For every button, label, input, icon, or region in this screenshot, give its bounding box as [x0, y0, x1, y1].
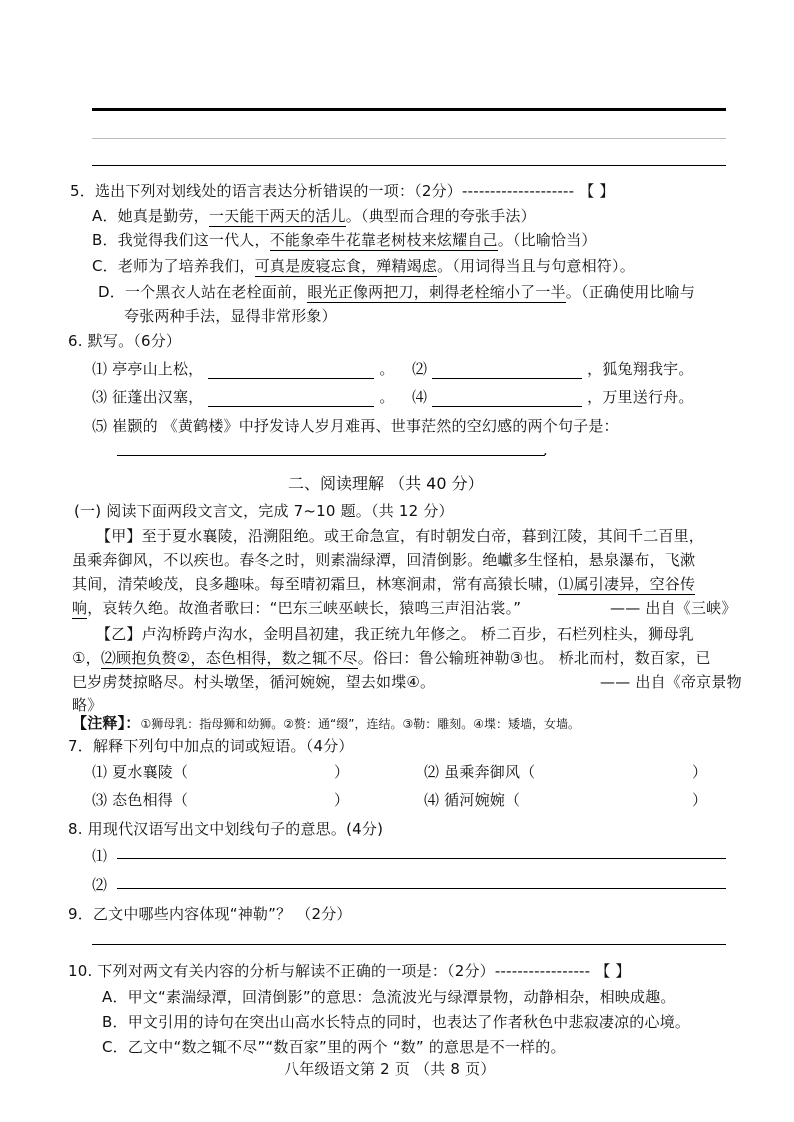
section-title: 二、阅读理解 （共 40 分）: [288, 474, 484, 493]
jia-line-3-text: 其间，清荣峻茂，良多趣味。每至晴初霜旦，林寒涧肃，常有高猿长啸，: [72, 575, 559, 593]
q10-option-c: C．乙文中“数之辄不尽”“数百家”里的两个 “数” 的意思是不一样的。: [102, 1038, 566, 1056]
yi-line-2: [72, 647, 711, 668]
page-footer: 八年级语文第 2 页 （共 8 页）: [284, 1060, 496, 1078]
q7-item-3-close: ）: [334, 791, 350, 809]
q6-item-4: [412, 386, 694, 407]
q6-item-5-end: .: [543, 441, 548, 459]
q10-option-b: B．甲文引用的诗句在突出山高水长特点的同时，也表达了作者秋色中悲寂凄凉的心境。: [102, 1013, 691, 1031]
q8-answer-line-2[interactable]: [117, 888, 726, 889]
q7-item-2-close: ）: [692, 763, 708, 781]
q6-item-2-end: ，狐兔翔我宇。: [587, 360, 694, 378]
jia-line-4-text: ，哀转久绝。故渔者歌曰：“巴东三峡巫峡长，猿鸣三声泪沾裳。”: [87, 599, 522, 617]
q7-item-1: ⑴ 夏水襄陵（: [92, 763, 189, 781]
q6-item-3-text: ⑶ 征蓬出汉塞，: [92, 388, 204, 406]
q5-c-post: 。（用词得当且与句意相符）。: [437, 257, 635, 275]
q8-answer-line-1[interactable]: [117, 858, 726, 859]
q10-stem: 10. 下列对两文有关内容的分析与解读不正确的一项是：（2分）----------------- 【 】: [68, 962, 631, 980]
q8-stem: 8. 用现代汉语写出文中划线句子的意思。(4分): [68, 820, 384, 838]
q6-blank-5[interactable]: [117, 455, 545, 456]
q5-a-underline: 一天能干两天的活儿: [208, 207, 346, 225]
yi-line-2-b: 。俗曰：鲁公输班神勒③也。 桥北而村，数百家，已: [357, 649, 711, 667]
q6-item-4-text: ⑷: [412, 388, 428, 406]
notes: [72, 712, 580, 733]
q6-item-3: [92, 386, 395, 407]
q6-item-2: [412, 358, 694, 379]
yi-line-1: 【乙】卢沟桥跨卢沟水，金明昌初建，我正统九年修之。 桥二百步，石栏列柱头，狮母乳: [96, 625, 694, 643]
q8-item-2: ⑵: [92, 876, 108, 894]
answer-line: [92, 165, 726, 166]
q7-item-2: ⑵ 虽乘奔御风（: [424, 763, 536, 781]
q7-item-4: ⑷ 循河婉婉（: [424, 791, 521, 809]
q5-c-underline: 可真是废寝忘食，殚精竭虑: [254, 257, 438, 275]
q7-item-1-close: ）: [334, 763, 350, 781]
q6-blank-1[interactable]: [208, 364, 374, 379]
q5-b-post: 。（比喻恰当）: [497, 231, 597, 249]
yi-line-4: 略》: [72, 696, 103, 714]
part1-heading: (一) 阅读下面两段文言文，完成 7~10 题。（共 12 分）: [74, 502, 454, 520]
jia-line-1: 【甲】至于夏水襄陵，沿溯阻绝。或王命急宣，有时朝发白帝，暮到江陵，其间千二百里，: [96, 527, 705, 545]
q5-c-pre: C．老师为了培养我们，: [92, 257, 255, 275]
notes-label: 【注释】：: [72, 714, 141, 732]
q5-d-underline: 眼光正像两把刀，刺得老栓缩小了一半: [307, 283, 566, 301]
q9-stem: 9．乙文中哪些内容体现“神勒”？ （2分）: [68, 905, 352, 923]
q9-answer-line[interactable]: [92, 944, 726, 945]
answer-line: [92, 138, 726, 139]
q6-stem: 6. 默写。（6分）: [68, 332, 182, 350]
q5-a-post: 。（典型而合理的夸张手法）: [345, 207, 536, 225]
q5-a-pre: A．她真是勤劳，: [92, 207, 209, 225]
jia-underline-1b: 响: [72, 599, 88, 617]
q5-option-a: [92, 205, 536, 226]
jia-underline-1a: ⑴属引凄异，空谷传: [558, 575, 696, 593]
q7-item-3: ⑶ 态色相得（: [92, 791, 189, 809]
q6-item-4-end: ，万里送行舟。: [587, 388, 694, 406]
yi-underline-2: ⑵顾抱负赘②，态色相得，数之辄不尽: [100, 649, 358, 667]
q5-d-pre: D．一个黑衣人站在老栓面前，: [98, 283, 308, 301]
q6-item-1-end: 。: [379, 360, 395, 378]
q6-item-1: [92, 358, 395, 379]
q6-item-3-end: 。: [379, 388, 395, 406]
q6-blank-4[interactable]: [432, 392, 582, 407]
yi-source: —— 出自《帝京景物: [600, 673, 742, 691]
q8-item-1: ⑴: [92, 847, 108, 865]
q7-item-4-close: ）: [692, 791, 708, 809]
yi-line-2-a: ①，: [72, 649, 101, 667]
jia-line-4: [72, 597, 521, 618]
jia-line-2: 虽乘奔御风，不以疾也。春冬之时，则素湍绿潭，回清倒影。绝巘多生怪柏，悬泉瀑布，飞漱: [72, 551, 696, 569]
notes-text: ①狮母乳：指母狮和幼狮。②赘：通“缀”，连结。③勒：雕刻。④堞：矮墙，女墙。: [140, 717, 580, 731]
top-thick-rule: [92, 108, 726, 111]
jia-source: —— 出自《三峡》: [610, 599, 737, 617]
yi-line-3: 巳岁虏焚掠略尽。村头墩堡，循河婉婉，望去如堞④。: [72, 673, 436, 691]
q5-option-d-line2: 夸张两种手法，显得非常形象）: [124, 307, 337, 325]
q6-blank-3[interactable]: [208, 392, 374, 407]
q7-stem: 7．解释下列句中加点的词或短语。（4分）: [68, 737, 354, 755]
q6-item-5: ⑸ 崔颢的 《黄鹤楼》中抒发诗人岁月难再、世事茫然的空幻感的两个句子是：: [92, 417, 619, 435]
q6-item-2-text: ⑵: [412, 360, 428, 378]
jia-line-3: [72, 573, 695, 594]
q5-b-underline: 不能象牵牛花靠老树枝来炫耀自己: [269, 231, 498, 249]
q10-option-a: A．甲文“素湍绿潭，回清倒影”的意思：急流波光与绿潭景物，动静相杂，相映成趣。: [102, 988, 676, 1006]
q5-option-c: [92, 255, 635, 276]
q5-d-post: 。（正确使用比喻与: [565, 283, 696, 301]
q5-option-d: [98, 281, 695, 302]
q6-blank-2[interactable]: [432, 364, 582, 379]
q5-b-pre: B．我觉得我们这一代人，: [92, 231, 270, 249]
q5-stem: 5．选出下列对划线处的语言表达分析错误的一项：（2分）-------------------- 【 】: [70, 182, 615, 200]
q6-item-1-text: ⑴ 亭亭山上松，: [92, 360, 204, 378]
q5-option-b: [92, 229, 597, 250]
